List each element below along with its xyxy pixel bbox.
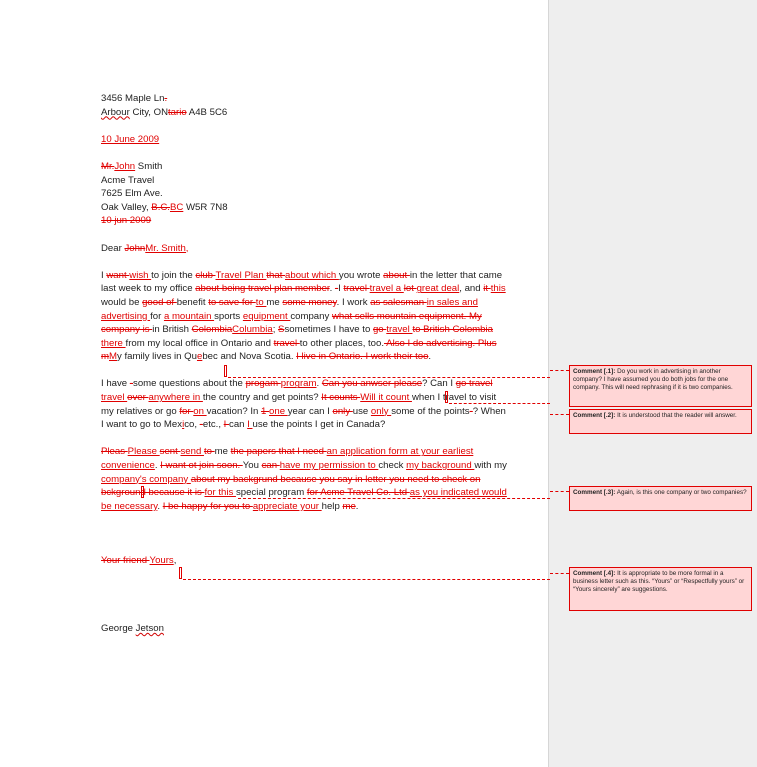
inserted-text: equipment	[242, 310, 291, 322]
inserted-text: great deal	[416, 283, 460, 295]
text-run: Oak Valley,	[101, 201, 152, 213]
inserted-text: as you indicated would be necessary	[101, 487, 507, 512]
text-run: sometimes I have to	[284, 324, 373, 336]
deleted-text: I be happy for you to	[162, 500, 253, 512]
deleted-text: that	[266, 269, 286, 281]
text-run: , too.	[362, 337, 385, 349]
text-run: in British	[152, 324, 192, 336]
deleted-text: me	[342, 500, 356, 512]
deleted-text: some money	[282, 296, 337, 308]
deleted-text: for	[179, 405, 194, 417]
sender-address-line2	[101, 106, 511, 120]
text-run: George	[101, 623, 136, 635]
text-run: or go	[154, 405, 180, 417]
text-run: . I work	[336, 296, 371, 308]
sender-address-line1	[101, 92, 511, 106]
comment-leader-1b	[550, 370, 569, 371]
text-run: for	[150, 310, 164, 322]
comment-label: Comment [.4]:	[573, 570, 616, 577]
misspelled-word: Jetson	[135, 623, 164, 635]
deleted-text: Mr.	[101, 160, 115, 172]
inserted-text: to	[255, 296, 267, 308]
paragraph-1	[101, 269, 511, 364]
inserted-text: appreciate your	[252, 500, 322, 512]
text-run: year can I	[287, 405, 333, 417]
text-run: I	[338, 283, 344, 295]
deleted-text: over	[127, 392, 149, 404]
text-run: with my	[474, 460, 507, 472]
inserted-text: Mr. Smith,	[145, 242, 189, 254]
deleted-text: about my backgrund because you say in letter you need to check on bckground because it is	[101, 473, 481, 499]
inserted-text: BC	[169, 201, 184, 213]
recipient-name	[101, 160, 511, 174]
comment-anchor-4[interactable]	[179, 567, 182, 579]
inserted-text: travel	[386, 324, 413, 336]
text-run: help	[321, 500, 343, 512]
salutation	[101, 242, 511, 256]
text-run: in the letter that came last week to my office	[101, 269, 503, 295]
inserted-text: M	[109, 351, 117, 363]
comment-label: Comment [.2]:	[573, 412, 616, 419]
deleted-text: John	[124, 242, 146, 254]
comment-anchor-2[interactable]	[445, 391, 448, 403]
paragraph-2	[101, 377, 511, 431]
comment-leader-3	[238, 498, 550, 499]
deleted-text: B.C.	[151, 201, 170, 213]
comment-leader-4	[183, 579, 550, 580]
deleted-text: can	[261, 460, 280, 472]
comment-balloon-2[interactable]	[569, 409, 752, 434]
text-run: .	[154, 460, 161, 472]
comment-balloon-3[interactable]	[569, 486, 752, 511]
text-run: me	[214, 446, 231, 458]
text-run: to other places	[299, 337, 363, 349]
inserted-text: e	[196, 351, 203, 363]
text-run: Acme Travel	[101, 174, 155, 186]
paragraph-3	[101, 445, 511, 513]
text-run: Dear	[101, 242, 125, 254]
text-run: use the points I get in Canada?	[252, 419, 386, 431]
inserted-text: Yours	[149, 555, 174, 567]
text-run: use	[352, 405, 371, 417]
inserted-text: travel	[101, 392, 128, 404]
text-run: Smith	[135, 160, 163, 172]
comment-leader-1	[228, 377, 550, 378]
inserted-text: there	[101, 337, 126, 349]
inserted-text: anywhere in	[148, 392, 203, 404]
inserted-text: wish	[129, 269, 152, 281]
deleted-text: -	[129, 378, 134, 390]
text-run: ,	[173, 555, 177, 567]
deleted-text: travel	[273, 337, 300, 349]
text-run: check	[378, 460, 407, 472]
deleted-text: S	[278, 324, 285, 336]
comment-label: Comment [.3]:	[573, 489, 616, 496]
misspelled-word: Arbour	[101, 106, 130, 118]
deleted-text: travel	[343, 283, 370, 295]
comment-text: Again, is this one company or two companies?	[616, 489, 747, 496]
deleted-text: what sells mountain equipment. My company is	[101, 310, 482, 336]
inserted-text: send	[180, 446, 204, 458]
deleted-text: about being travel plan member	[195, 283, 330, 295]
comment-label: Comment [.1]:	[573, 368, 616, 375]
text-run: special program	[235, 487, 307, 499]
deleted-text: Pleas	[101, 446, 128, 458]
inserted-text: for this	[204, 487, 236, 499]
text-run: from my local office in Ontario and	[125, 337, 274, 349]
inserted-text: Travel Plan	[215, 269, 267, 281]
text-run: City, ON	[129, 106, 168, 118]
inserted-text: have my permission to	[279, 460, 379, 472]
text-run: ;	[272, 324, 279, 336]
text-run: would be	[101, 296, 143, 308]
text-run: .	[355, 500, 359, 512]
deleted-text: -	[469, 405, 473, 417]
text-run: .	[157, 500, 163, 512]
text-run: You	[242, 460, 262, 472]
deleted-text: 1	[261, 405, 270, 417]
deleted-text: I want ot join soon.	[160, 460, 243, 472]
deleted-text: lot	[403, 283, 417, 295]
comment-leader-2b	[550, 414, 569, 415]
inserted-text: Will it count	[360, 392, 412, 404]
deleted-text: tario	[168, 106, 187, 118]
comment-anchor-1[interactable]	[224, 365, 227, 377]
deleted-text: good of	[142, 296, 177, 308]
comment-balloon-4[interactable]	[569, 567, 752, 611]
deleted-text: sent	[159, 446, 181, 458]
deleted-text: I live in Ontario. I work their too	[296, 351, 429, 363]
text-run: y family lives in Qu	[117, 351, 197, 363]
deleted-text: only	[332, 405, 353, 417]
text-run: company	[290, 310, 332, 322]
text-run: .	[329, 283, 335, 295]
inserted-text: 10 June 2009	[101, 133, 160, 145]
text-run: , and	[459, 283, 484, 295]
deleted-text: .	[164, 93, 168, 104]
deleted-text: the papers that I need	[230, 446, 327, 458]
deleted-date-line	[101, 214, 511, 228]
inserted-text: only	[370, 405, 392, 417]
text-run: sports	[214, 310, 243, 322]
comment-balloon-1[interactable]	[569, 365, 752, 407]
recipient-company	[101, 174, 511, 188]
inserted-text: Columbia	[232, 324, 273, 336]
text-run: A4B 5C6	[186, 106, 228, 118]
deleted-text: Can you anwser please	[321, 378, 423, 390]
text-run: vacation? In	[206, 405, 262, 417]
text-run: me	[266, 296, 283, 308]
comment-text: It is understood that the reader will answer.	[617, 412, 737, 419]
letter-body[interactable]	[101, 92, 511, 636]
inserted-text: an application form at your earliest convenience	[101, 446, 474, 472]
text-run: 7625 Elm Ave.	[101, 188, 163, 200]
deleted-text: want	[106, 269, 130, 281]
text-run: can	[229, 419, 248, 431]
deleted-text: for Acme Travel Co. Ltd	[306, 487, 410, 499]
deleted-text: Colombia	[191, 324, 233, 336]
text-run: ? Can I	[422, 378, 456, 390]
inserted-text: one	[269, 405, 288, 417]
text-run: the country and get points?	[202, 392, 322, 404]
comment-leader-2	[449, 403, 550, 404]
inserted-text: a mountain	[163, 310, 215, 322]
recipient-street	[101, 187, 511, 201]
inserted-text: on	[193, 405, 207, 417]
deleted-text: Your friend	[101, 555, 150, 567]
deleted-text: go	[372, 324, 387, 336]
deleted-text: to	[203, 446, 215, 458]
deleted-text: club	[195, 269, 216, 281]
comment-text: It is appropriate to be more formal in a business letter such as this. “Yours” or “Respectfully yours” or “Yours sincerely” are suggestions.	[573, 570, 745, 594]
inserted-text: program	[280, 378, 317, 390]
closing	[101, 554, 511, 568]
inserted-text: Please	[127, 446, 160, 458]
text-run: co,	[184, 419, 200, 431]
inserted-text: John	[114, 160, 136, 172]
comment-leader-4b	[550, 573, 569, 574]
deleted-text: to save for	[208, 296, 256, 308]
letter-date	[101, 133, 511, 147]
inserted-text: about which	[285, 269, 339, 281]
text-run: benefit	[176, 296, 209, 308]
deleted-text: to British Colombia	[412, 324, 493, 336]
text-run: some of the points	[391, 405, 470, 417]
inserted-text: travel a	[369, 283, 404, 295]
deleted-text: -	[334, 283, 339, 295]
text-run: you wrote	[338, 269, 384, 281]
inserted-text: I	[247, 419, 253, 431]
signature	[101, 622, 511, 636]
inserted-text: company's company	[101, 473, 191, 485]
deleted-text: as salesman	[370, 296, 427, 308]
comment-leader-3b	[550, 491, 569, 492]
comment-anchor-3[interactable]	[141, 486, 144, 498]
text-run: etc.,	[202, 419, 224, 431]
recipient-city	[101, 201, 511, 215]
comment-text: Do you work in advertising in another company? I have assumed you do both jobs for the one company. This will need rephrasing if it is two companies.	[573, 368, 733, 392]
text-run: some questions about the	[133, 378, 246, 390]
deleted-text: 10 jun 2009	[101, 215, 152, 227]
inserted-text: my background	[406, 460, 475, 472]
text-run: .	[428, 351, 432, 363]
inserted-text: in sales and advertising	[101, 296, 478, 322]
deleted-text: It counts	[321, 392, 361, 404]
text-run: bec and Nova Scotia.	[202, 351, 297, 363]
deleted-text: I	[223, 419, 230, 431]
deleted-text: about	[383, 269, 410, 281]
deleted-text: it	[483, 283, 491, 295]
text-run: I	[101, 269, 107, 281]
inserted-text: i	[182, 419, 185, 431]
deleted-text: Also I do advertising. Plus m	[101, 337, 497, 363]
text-run: I have	[101, 378, 130, 390]
deleted-text: go travel	[455, 378, 493, 390]
text-run: 3456 Maple Ln	[101, 93, 165, 104]
text-run: W5R 7N8	[183, 201, 228, 213]
text-run: to join the	[151, 269, 196, 281]
inserted-text: this	[490, 283, 506, 295]
text-run: ? When I want to go to Mex	[101, 405, 506, 431]
text-run: .	[316, 378, 322, 390]
deleted-text: progam	[245, 378, 281, 390]
text-run: when I travel to visit my relatives	[101, 392, 497, 417]
deleted-text: -	[199, 419, 203, 431]
